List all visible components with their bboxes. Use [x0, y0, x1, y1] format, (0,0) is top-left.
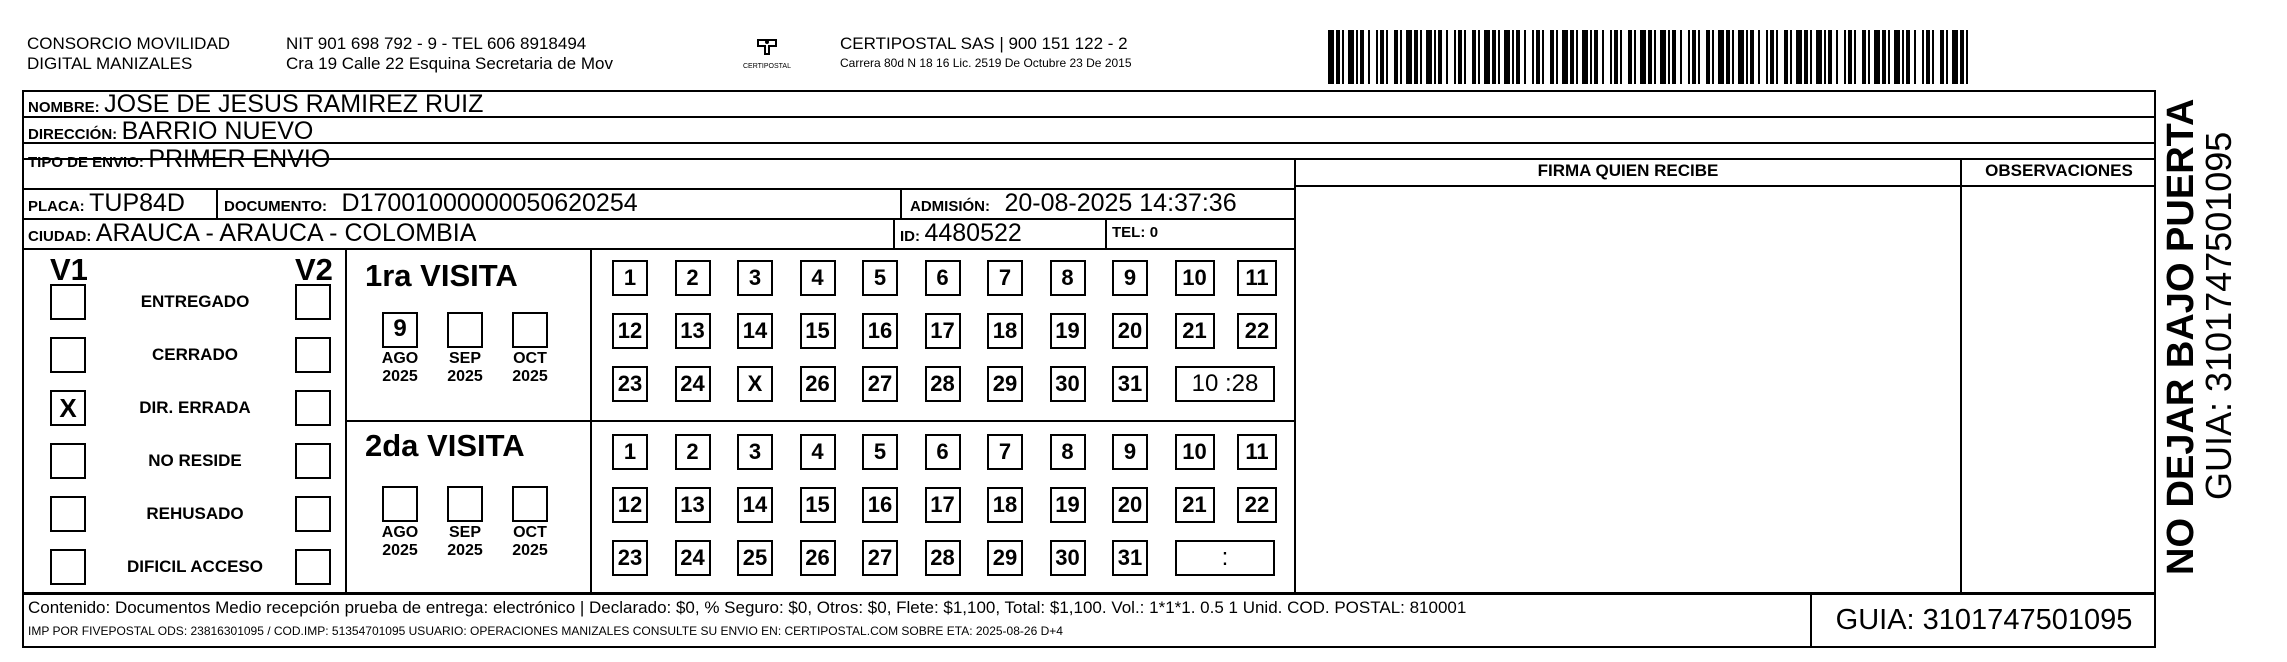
visit1-day-box[interactable]: 2: [675, 260, 711, 296]
barcode-bar: [1770, 30, 1774, 84]
barcode-bar: [1420, 30, 1422, 84]
visit2-day-box[interactable]: 4: [800, 434, 836, 470]
id-label: ID:: [900, 228, 920, 245]
row-divider: [22, 158, 2156, 160]
visit1-month-label: SEP: [448, 350, 481, 367]
logo-text: CERTIPOSTAL: [743, 63, 791, 70]
barcode-bar: [1336, 30, 1340, 84]
barcode-bar: [1472, 30, 1476, 84]
status-option-label: DIFICIL ACCESO: [126, 557, 263, 576]
visit1-day-box[interactable]: 4: [800, 260, 836, 296]
documento-label: DOCUMENTO:: [224, 198, 328, 215]
barcode-bar: [1446, 30, 1448, 84]
visit2-day-box[interactable]: 21: [1175, 487, 1215, 523]
visit1-day-box[interactable]: 9: [1112, 260, 1148, 296]
visit1-day-box[interactable]: 10: [1175, 260, 1215, 296]
ciudad-label: CIUDAD:: [28, 228, 92, 245]
barcode: [1328, 30, 1980, 84]
v1-checkbox[interactable]: X: [50, 390, 86, 426]
visit2-month-checkbox[interactable]: [512, 486, 548, 522]
barcode-bar: [1718, 30, 1724, 84]
barcode-bar: [1810, 30, 1812, 84]
placa-value: TUP84D: [89, 189, 185, 217]
barcode-bar: [1394, 30, 1398, 84]
barcode-bar: [1660, 30, 1666, 84]
footer-line-1: Contenido: Documentos Medio recepción prueba de entrega: electrónico | Declarado: $0, % Seguro: $0, Otros: $0, Flete: $1,100, Total: $1,100. Vol.: 1*1*1. 0.5 1 Unid. COD. POSTAL: 810001: [28, 598, 1467, 617]
visit1-title: 1ra VISITA: [365, 258, 518, 293]
visit2-day-box[interactable]: 15: [800, 487, 836, 523]
v2-checkbox[interactable]: [295, 443, 331, 479]
barcode-bar: [1776, 30, 1778, 84]
visit1-day-box[interactable]: X: [737, 366, 773, 402]
visit1-day-box[interactable]: 17: [925, 313, 961, 349]
barcode-bar: [1400, 30, 1402, 84]
barcode-bar: [1804, 30, 1808, 84]
visit2-day-box[interactable]: 30: [1050, 540, 1086, 576]
nit-line-2: Cra 19 Calle 22 Esquina Secretaria de Mov: [286, 54, 613, 73]
observaciones-header: OBSERVACIONES: [1985, 161, 2133, 180]
carrier-line-2: Carrera 80d N 18 16 Lic. 2519 De Octubre 23 De 2015: [840, 56, 1132, 70]
visit2-day-box[interactable]: 23: [612, 540, 648, 576]
barcode-bar: [1922, 30, 1924, 84]
barcode-bar: [1816, 30, 1822, 84]
barcode-bar: [1478, 30, 1480, 84]
barcode-bar: [1620, 30, 1622, 84]
direccion-row: [28, 117, 313, 145]
barcode-bar: [1368, 30, 1370, 84]
visit1-day-box[interactable]: 5: [862, 260, 898, 296]
v2-checkbox[interactable]: [295, 284, 331, 320]
visit1-day-box[interactable]: 30: [1050, 366, 1086, 402]
row-divider: [22, 248, 1294, 250]
visit1-day-box[interactable]: 23: [612, 366, 648, 402]
barcode-bar: [1342, 30, 1344, 84]
visit2-day-box[interactable]: 16: [862, 487, 898, 523]
nit-line-1: NIT 901 698 792 - 9 - TEL 606 8918494: [286, 34, 587, 53]
barcode-bar: [1356, 30, 1358, 84]
barcode-bar: [1828, 30, 1832, 84]
barcode-bar: [1648, 30, 1652, 84]
v2-checkbox[interactable]: [295, 549, 331, 585]
visit2-day-box[interactable]: 1: [612, 434, 648, 470]
carrier-line-1: CERTIPOSTAL SAS | 900 151 122 - 2: [840, 34, 1128, 53]
barcode-bar: [1940, 30, 1944, 84]
visit2-day-box[interactable]: 24: [675, 540, 711, 576]
status-option-label: DIR. ERRADA: [139, 398, 251, 417]
visit1-day-box[interactable]: 24: [675, 366, 711, 402]
placa-label: PLACA:: [28, 198, 85, 215]
status-option-label: ENTREGADO: [140, 292, 250, 311]
barcode-bar: [1738, 30, 1744, 84]
barcode-bar: [1380, 30, 1384, 84]
visit1-day-box[interactable]: 19: [1050, 313, 1086, 349]
nombre-value: JOSE DE JESUS RAMIREZ RUIZ: [104, 90, 484, 118]
visit2-day-box[interactable]: 2: [675, 434, 711, 470]
admision-value: 20-08-2025 14:37:36: [1004, 189, 1237, 217]
barcode-bar: [1414, 30, 1418, 84]
barcode-bar: [1590, 30, 1592, 84]
visit1-day-box[interactable]: 12: [612, 313, 648, 349]
barcode-bar: [1680, 30, 1682, 84]
visit1-day-box[interactable]: 18: [987, 313, 1023, 349]
visit2-day-box[interactable]: 19: [1050, 487, 1086, 523]
barcode-bar: [1556, 30, 1558, 84]
visit2-title: 2da VISITA: [365, 428, 525, 463]
barcode-bar: [1640, 30, 1646, 84]
barcode-bar: [1594, 30, 1598, 84]
barcode-bar: [1524, 30, 1526, 84]
barcode-bar: [1438, 30, 1442, 84]
barcode-bar: [1914, 30, 1916, 84]
tipo-row: [28, 145, 330, 173]
status-option-label: NO RESIDE: [148, 451, 242, 470]
barcode-bar: [1386, 30, 1388, 84]
barcode-bar: [1550, 30, 1554, 84]
nombre-label: NOMBRE:: [28, 99, 100, 116]
column-divider: [1294, 158, 1296, 592]
row-divider: [22, 142, 2156, 144]
certipostal-logo: [732, 36, 802, 76]
barcode-bar: [1542, 30, 1544, 84]
visit1-day-box[interactable]: 26: [800, 366, 836, 402]
visit1-month-checkbox[interactable]: [447, 312, 483, 348]
footer-guia: GUIA: 3101747501095: [1835, 604, 2133, 636]
barcode-bar: [1698, 30, 1700, 84]
barcode-bar: [1902, 30, 1904, 84]
barcode-bar: [1464, 30, 1466, 84]
visit1-year-label: 2025: [512, 368, 548, 385]
visit1-day-box[interactable]: 11: [1237, 260, 1277, 296]
barcode-bar: [1688, 30, 1690, 84]
visit2-day-box[interactable]: 26: [800, 540, 836, 576]
barcode-bar: [1562, 30, 1568, 84]
tel-cell: [1112, 218, 1158, 248]
v1-checkbox[interactable]: [50, 284, 86, 320]
barcode-bar: [1844, 30, 1846, 84]
visit2-day-box[interactable]: 27: [862, 540, 898, 576]
cell-divider: [893, 218, 895, 248]
barcode-bar: [1602, 30, 1604, 84]
v1-checkbox[interactable]: [50, 337, 86, 373]
barcode-bar: [1570, 30, 1574, 84]
v1-checkbox[interactable]: [50, 496, 86, 532]
barcode-bar: [1854, 30, 1856, 84]
barcode-bar: [1512, 30, 1514, 84]
visit1-day-box[interactable]: 31: [1112, 366, 1148, 402]
barcode-bar: [1952, 30, 1958, 84]
visit2-day-box[interactable]: 5: [862, 434, 898, 470]
barcode-bar: [1790, 30, 1792, 84]
visit2-day-box[interactable]: 9: [1112, 434, 1148, 470]
barcode-bar: [1458, 30, 1462, 84]
side-warning: NO DEJAR BAJO PUERTA: [2160, 98, 2202, 575]
visit1-day-box[interactable]: 28: [925, 366, 961, 402]
visit1-month-label: AGO: [381, 350, 419, 367]
visit1-day-box[interactable]: 15: [800, 313, 836, 349]
barcode-bar: [1868, 30, 1870, 84]
visit2-day-box[interactable]: 3: [737, 434, 773, 470]
visit2-day-box[interactable]: 18: [987, 487, 1023, 523]
documento-value: D17001000000050620254: [341, 189, 638, 217]
barcode-bar: [1746, 30, 1748, 84]
visit1-day-box[interactable]: 13: [675, 313, 711, 349]
barcode-bar: [1732, 30, 1734, 84]
barcode-bar: [1628, 30, 1632, 84]
visit2-month-label: OCT: [513, 524, 547, 541]
visit2-year-label: 2025: [512, 542, 548, 559]
barcode-bar: [1848, 30, 1852, 84]
placa-cell: [28, 188, 185, 218]
visit2-month-label: AGO: [381, 524, 419, 541]
company-line-2: DIGITAL MANIZALES: [27, 54, 193, 73]
barcode-bar: [1966, 30, 1968, 84]
barcode-bar: [1360, 30, 1364, 84]
barcode-bar: [1750, 30, 1754, 84]
visit2-day-box[interactable]: 11: [1237, 434, 1277, 470]
barcode-bar: [1874, 30, 1880, 84]
status-option-label: REHUSADO: [146, 504, 244, 523]
barcode-bar: [1766, 30, 1768, 84]
visit1-day-box[interactable]: 7: [987, 260, 1023, 296]
barcode-bar: [1376, 30, 1378, 84]
direccion-value: BARRIO NUEVO: [121, 117, 314, 145]
barcode-bar: [1932, 30, 1934, 84]
visit1-day-box[interactable]: 29: [987, 366, 1023, 402]
visit2-day-box[interactable]: 31: [1112, 540, 1148, 576]
cell-divider: [900, 188, 902, 218]
tipo-value: PRIMER ENVIO: [148, 145, 331, 173]
company-name: [27, 34, 230, 74]
column-divider: [1960, 158, 1962, 592]
barcode-bar: [1536, 30, 1540, 84]
barcode-bar: [1492, 30, 1496, 84]
visit2-year-label: 2025: [382, 542, 418, 559]
barcode-bar: [1454, 30, 1456, 84]
visit2-month-checkbox[interactable]: [382, 486, 418, 522]
tel-value: 0: [1149, 224, 1159, 241]
visit1-month-label: OCT: [513, 350, 547, 367]
visit1-day-box[interactable]: 6: [925, 260, 961, 296]
visit1-day-box[interactable]: 3: [737, 260, 773, 296]
barcode-bar: [1532, 30, 1534, 84]
visit1-day-box[interactable]: 16: [862, 313, 898, 349]
visit2-day-box[interactable]: 10: [1175, 434, 1215, 470]
barcode-bar: [1654, 30, 1656, 84]
barcode-bar: [1582, 30, 1588, 84]
id-cell: [900, 218, 1022, 248]
visit1-day-box[interactable]: 21: [1175, 313, 1215, 349]
status-option-label: CERRADO: [152, 345, 238, 364]
barcode-bar: [1672, 30, 1676, 84]
visit1-year-label: 2025: [447, 368, 483, 385]
visit1-day-box[interactable]: 20: [1112, 313, 1148, 349]
visit2-day-box[interactable]: 28: [925, 540, 961, 576]
barcode-bar: [1726, 30, 1730, 84]
v2-header: V2: [295, 252, 333, 287]
id-value: 4480522: [924, 219, 1022, 247]
barcode-bar: [1706, 30, 1710, 84]
barcode-bar: [1862, 30, 1866, 84]
barcode-bar: [1426, 30, 1432, 84]
barcode-bar: [1668, 30, 1670, 84]
barcode-bar: [1434, 30, 1436, 84]
nit-info: [286, 34, 613, 74]
visit2-year-label: 2025: [447, 542, 483, 559]
v1-checkbox[interactable]: [50, 549, 86, 585]
barcode-bar: [1894, 30, 1900, 84]
visit2-day-box[interactable]: 6: [925, 434, 961, 470]
barcode-bar: [1824, 30, 1826, 84]
column-header-line: [1296, 185, 2156, 187]
visit1-time-box[interactable]: 10 :28: [1175, 366, 1275, 402]
v1-checkbox[interactable]: [50, 443, 86, 479]
visit2-day-box[interactable]: 13: [675, 487, 711, 523]
visit1-year-label: 2025: [382, 368, 418, 385]
barcode-bar: [1960, 30, 1964, 84]
visit1-month-checkbox[interactable]: [512, 312, 548, 348]
visit2-day-box[interactable]: 12: [612, 487, 648, 523]
company-line-1: CONSORCIO MOVILIDAD: [27, 34, 231, 53]
visit1-day-box[interactable]: 22: [1237, 313, 1277, 349]
visit2-day-box[interactable]: 25: [737, 540, 773, 576]
visit1-month-checkbox[interactable]: 9: [382, 312, 418, 348]
v2-checkbox[interactable]: [295, 496, 331, 532]
barcode-bar: [1484, 30, 1490, 84]
barcode-bar: [1348, 30, 1354, 84]
barcode-bar: [1946, 30, 1948, 84]
tel-label: TEL:: [1112, 224, 1146, 241]
ciudad-cell: [28, 218, 476, 248]
barcode-bar: [1784, 30, 1788, 84]
visit1-day-box[interactable]: 1: [612, 260, 648, 296]
visit2-time-box[interactable]: :: [1175, 540, 1275, 576]
barcode-bar: [1516, 30, 1520, 84]
barcode-bar: [1882, 30, 1886, 84]
visit1-day-box[interactable]: 27: [862, 366, 898, 402]
v2-checkbox[interactable]: [295, 337, 331, 373]
barcode-bar: [1692, 30, 1696, 84]
barcode-bar: [1498, 30, 1500, 84]
firma-header: FIRMA QUIEN RECIBE: [1537, 161, 1719, 180]
barcode-bar: [1758, 30, 1760, 84]
admision-label: ADMISIÓN:: [910, 198, 990, 215]
visit2-day-box[interactable]: 7: [987, 434, 1023, 470]
barcode-bar: [1614, 30, 1618, 84]
visit2-day-box[interactable]: 14: [737, 487, 773, 523]
barcode-bar: [1576, 30, 1578, 84]
visit2-month-checkbox[interactable]: [447, 486, 483, 522]
nombre-row: [28, 90, 483, 118]
visit-row-divider: [345, 420, 1294, 422]
side-guia: GUIA: 3101747501095: [2198, 131, 2239, 500]
barcode-bar: [1504, 30, 1510, 84]
visit2-day-box[interactable]: 17: [925, 487, 961, 523]
ciudad-value: ARAUCA - ARAUCA - COLOMBIA: [95, 219, 477, 247]
barcode-bar: [1836, 30, 1838, 84]
footer-line-2: IMP POR FIVEPOSTAL ODS: 23816301095 / COD.IMP: 51354701095 USUARIO: OPERACIONES MANIZALES CONSULTE SU ENVIO EN: CERTIPOSTAL.COM SOBRE ETA: 2025-08-26 D+4: [28, 624, 1063, 638]
visit2-month-label: SEP: [448, 524, 481, 541]
visit2-day-box[interactable]: 22: [1237, 487, 1277, 523]
visit2-day-box[interactable]: 29: [987, 540, 1023, 576]
visit1-day-box[interactable]: 14: [737, 313, 773, 349]
barcode-bar: [1610, 30, 1612, 84]
carrier-info: [840, 34, 1132, 72]
visit2-day-box[interactable]: 8: [1050, 434, 1086, 470]
barcode-bar: [1796, 30, 1802, 84]
v2-checkbox[interactable]: [295, 390, 331, 426]
cell-divider: [1105, 218, 1107, 248]
barcode-bar: [1634, 30, 1636, 84]
barcode-bar: [1406, 30, 1412, 84]
v1-header: V1: [50, 252, 88, 287]
documento-cell: [224, 188, 638, 218]
barcode-bar: [1906, 30, 1910, 84]
admision-cell: [910, 188, 1237, 218]
visit1-day-box[interactable]: 8: [1050, 260, 1086, 296]
tipo-label: TIPO DE ENVIO:: [28, 154, 144, 171]
cell-divider: [216, 188, 218, 218]
logo-icon: [752, 36, 782, 58]
direccion-label: DIRECCIÓN:: [28, 126, 118, 143]
barcode-bar: [1328, 30, 1334, 84]
barcode-bar: [1712, 30, 1714, 84]
barcode-bar: [1926, 30, 1930, 84]
barcode-bar: [1888, 30, 1890, 84]
visit2-day-box[interactable]: 20: [1112, 487, 1148, 523]
